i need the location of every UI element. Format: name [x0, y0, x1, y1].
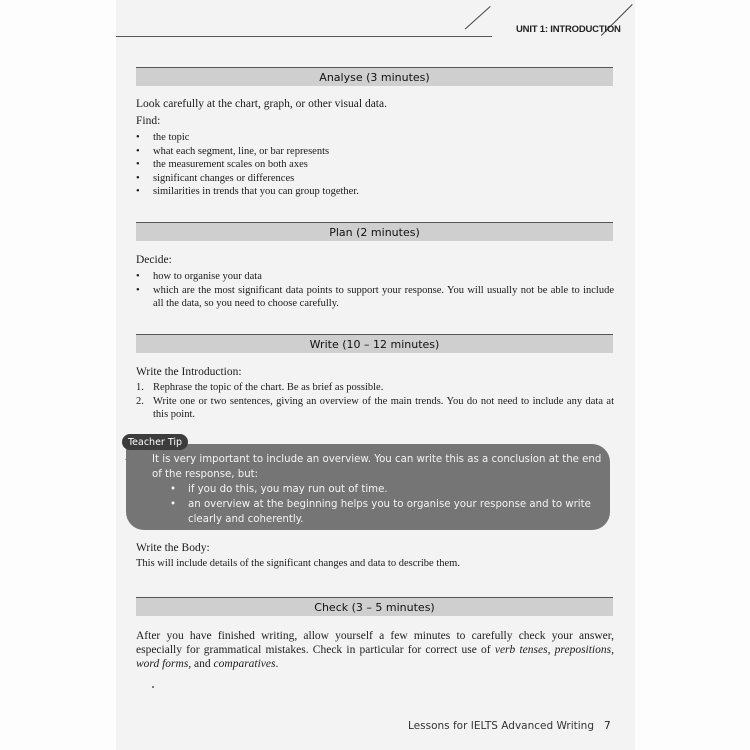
write-heading: Write (10 – 12 minutes)	[136, 334, 613, 353]
list-item: • the topic	[136, 131, 614, 145]
header-rule	[116, 36, 492, 37]
check-heading: Check (3 – 5 minutes)	[136, 597, 613, 616]
teacher-tip-content	[152, 452, 602, 527]
decide-label: Decide:	[136, 254, 172, 266]
list-item: • what each segment, line, or bar represents	[136, 145, 614, 159]
check-emphasis-1: verb tenses, prepositions, word forms,	[136, 644, 614, 670]
list-item	[136, 395, 614, 422]
list-item	[136, 381, 614, 395]
plan-section	[136, 253, 614, 311]
list-item: • the measurement scales on both axes	[136, 158, 614, 172]
teacher-tip-list	[152, 482, 602, 527]
unit-title: UNIT 1: INTRODUCTION	[516, 24, 621, 35]
write-body-text: This will include details of the significant changes and data to describe them.	[136, 558, 460, 569]
step-number: 1.	[136, 382, 144, 393]
list-item: • if you do this, you may run out of time.	[152, 482, 602, 497]
check-paragraph	[136, 629, 614, 671]
speck	[152, 686, 154, 688]
list-item: • which are the most significant data points to support your response. You will usually not be able to include all the data, so you need to choose carefully.	[136, 284, 614, 311]
decide-list	[136, 270, 614, 311]
page-number: 7	[603, 720, 611, 732]
left-margin	[0, 0, 116, 750]
analyse-intro: Look carefully at the chart, graph, or other visual data.	[136, 98, 387, 110]
analyse-heading: Analyse (3 minutes)	[136, 67, 613, 86]
analyse-section	[136, 97, 614, 199]
list-item: • how to organise your data	[136, 270, 614, 284]
list-item: • an overview at the beginning helps you to organise your response and to write clearly and coherently.	[152, 497, 602, 527]
check-text-and: and	[191, 658, 214, 670]
step-text: Write one or two sentences, giving an overview of the main trends. You do not need to include any data at this point.	[153, 395, 614, 420]
page-footer	[408, 720, 611, 732]
plan-heading: Plan (2 minutes)	[136, 222, 613, 241]
teacher-tip-text: It is very important to include an overview. You can write this as a conclusion at the end of the response, but:	[152, 454, 602, 480]
check-text-end: .	[275, 658, 279, 670]
list-item: • significant changes or differences	[136, 172, 614, 186]
check-text-start: After you have finished writing, allow yourself a few minutes to carefully check your answer, especially for grammatical mistakes. Check in particular for correct use of	[136, 630, 614, 656]
write-body-label: Write the Body:	[136, 542, 210, 554]
write-body-section	[136, 541, 614, 571]
check-emphasis-2: comparatives	[213, 658, 276, 670]
find-list	[136, 131, 614, 199]
step-text: Rephrase the topic of the chart. Be as brief as possible.	[153, 382, 384, 393]
write-section	[136, 365, 614, 422]
teacher-tip-tag: Teacher Tip	[122, 434, 188, 450]
right-margin	[635, 0, 750, 750]
write-intro-label: Write the Introduction:	[136, 366, 242, 378]
write-steps	[136, 381, 614, 422]
book-title: Lessons for IELTS Advanced Writing	[408, 720, 594, 732]
step-number: 2.	[136, 395, 144, 407]
list-item: • similarities in trends that you can group together.	[136, 185, 614, 199]
find-label: Find:	[136, 115, 161, 127]
